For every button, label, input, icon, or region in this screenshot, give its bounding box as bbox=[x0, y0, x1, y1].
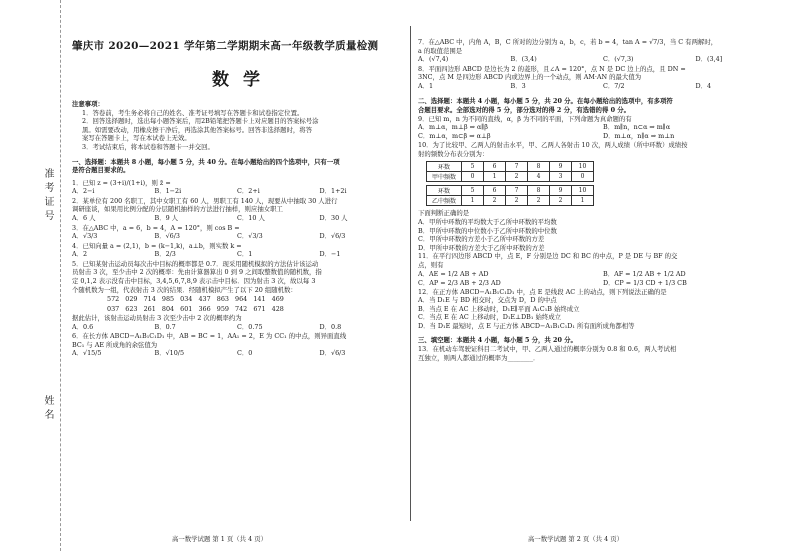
section-2-heading-cont: 合题目要求。全部选对的得 5 分，部分选对的得 2 分，有选错的得 0 分。 bbox=[418, 105, 631, 114]
notice-line: 黑。如需要改动，用橡皮擦干净后，再选涂其他答案标号。回答非选择题时，将答 bbox=[82, 125, 313, 134]
options bbox=[72, 349, 402, 359]
question-ask: 下面判断正确的是 bbox=[418, 209, 470, 218]
option-b: B．√6/3 bbox=[154, 232, 180, 241]
random-numbers-row: 572 029 714 985 034 437 863 964 141 469 bbox=[107, 295, 284, 304]
option-a: A．当 D₁E 与 BD 相交时，交点为 D，D 的中点 bbox=[418, 296, 557, 305]
question-stem: 12．在正方体 ABCD−A₁B₁C₁D₁ 中，点 E 是线段 AC 上的动点，则下列说法正确的是 bbox=[418, 287, 667, 296]
table-cell: 1 bbox=[484, 172, 506, 182]
options bbox=[72, 323, 402, 333]
table-cell: 2 bbox=[528, 196, 550, 206]
option-a: A．m⊥α，m⊥β ⇒ α∥β bbox=[418, 123, 488, 132]
binding-margin bbox=[0, 0, 72, 551]
option-a: A．1 bbox=[418, 81, 434, 90]
option-a: A．(√7,4) bbox=[418, 55, 449, 64]
section-1-heading-cont: 是符合题目要求的。 bbox=[72, 166, 130, 175]
options bbox=[72, 250, 402, 260]
notice-line: 案写在答题卡上，写在本试卷上无效。 bbox=[82, 134, 191, 143]
frequency-table-yi bbox=[426, 185, 594, 206]
question-stem-cont: 个随机数为一组，代表射击 3 次的结果．经随机模拟产生了以下 20 组随机数： bbox=[72, 285, 297, 294]
question-12 bbox=[418, 288, 788, 331]
table-cell: 环数 bbox=[427, 186, 462, 196]
column-divider bbox=[410, 26, 411, 521]
question-stem: 1．已知 z = (3+i)/(1+i)，则 z̄ = bbox=[72, 178, 171, 187]
question-9 bbox=[418, 115, 788, 142]
option-c: C．7/2 bbox=[603, 81, 625, 90]
options bbox=[418, 55, 788, 65]
question-tail: 据此估计，该射击运动员射击 3 次至少击中 2 次的概率约为 bbox=[72, 314, 242, 323]
question-stem-cont: BC₁ 与 AE 所成角的余弦值为 bbox=[72, 340, 158, 349]
option-d: D．√6/3 bbox=[319, 349, 346, 358]
option-d: D．1+2i bbox=[319, 187, 347, 196]
question-stem-cont: 互独立，则两人都通过的概率为________． bbox=[418, 353, 540, 362]
question-stem-cont: 3NC，点 M 是四边形 ABCD 内或边界上的一个动点，则 AM·AN 的最大值为 bbox=[418, 73, 642, 82]
random-numbers-row: 037 623 261 804 601 366 959 742 671 428 bbox=[107, 305, 284, 314]
question-stem: 9．已知 m，n 为不同的直线，α，β 为不同的平面，下列命题为真命题的有 bbox=[418, 114, 632, 123]
option-c: C．当点 E 在 AC 上移动时，D₁E⊥DB₁ 始终成立 bbox=[418, 313, 562, 322]
option-b: B．9 人 bbox=[154, 214, 179, 223]
option-d: D．−1 bbox=[319, 250, 341, 259]
question-stem-cont: 射的频数分布表分别为： bbox=[418, 149, 489, 158]
table-cell: 1 bbox=[462, 196, 484, 206]
question-11 bbox=[418, 252, 788, 287]
option-a: A．2 bbox=[72, 250, 88, 259]
question-2 bbox=[72, 197, 402, 224]
option-a: A．√3/3 bbox=[72, 232, 98, 241]
question-stem: 10．为了比较甲、乙两人的射击水平，甲、乙两人各射击 10 次，两人成绩（所中环数）成绩按 bbox=[418, 141, 688, 150]
question-stem: 3．在△ABC 中，a = 6，b = 4，A = 120°，则 cos B = bbox=[72, 223, 240, 232]
table-cell: 10 bbox=[572, 186, 594, 196]
question-4 bbox=[72, 242, 402, 260]
question-stem-cont: 员射击 3 次，至少击中 2 次的概率：先由计算器算出 0 到 9 之间取整数值的随机数，指 bbox=[72, 268, 322, 277]
table-cell: 环数 bbox=[427, 162, 462, 172]
question-8 bbox=[418, 65, 788, 92]
question-3 bbox=[72, 224, 402, 242]
question-stem-cont: 点，则有 bbox=[418, 260, 444, 269]
option-b: B．m∥n，n⊂α ⇒ m∥α bbox=[603, 123, 671, 132]
question-stem: 13．在机动车驾驶证科目二考试中，甲、乙两人通过的概率分别为 0.8 和 0.6，两人考试相 bbox=[418, 345, 677, 354]
option-d: D．m⊥α，n∥α ⇒ m⊥n bbox=[603, 132, 675, 141]
table-cell: 2 bbox=[484, 196, 506, 206]
name-label: 姓名 bbox=[42, 395, 53, 423]
table-cell: 4 bbox=[528, 172, 550, 182]
table-cell: 2 bbox=[506, 196, 528, 206]
question-stem: 2．某单位有 200 名职工，其中女职工有 60 人，男职工有 140 人，现要从中抽取 30 人进行 bbox=[72, 196, 338, 205]
notice-line: 3．考试结束后，将本试卷和答题卡一并交回。 bbox=[82, 142, 214, 151]
question-7 bbox=[418, 38, 788, 65]
page-footer: 高一数学试题 第 1 页（共 4 页） bbox=[172, 535, 267, 543]
table-cell: 2 bbox=[550, 196, 572, 206]
ticket-number-label: 准考证号 bbox=[42, 168, 53, 224]
table-cell: 0 bbox=[572, 172, 594, 182]
cut-line bbox=[60, 0, 61, 551]
question-stem: 7．在△ABC 中，内角 A，B，C 所对的边分别为 a，b，c，若 b = 4，tan A = √7/3，当 C 有两解时， bbox=[418, 38, 718, 46]
option-c: C．1 bbox=[237, 250, 253, 259]
option-b: B．甲所中环数的中位数小于乙所中环数的中位数 bbox=[418, 226, 557, 235]
option-a: A．6 人 bbox=[72, 214, 96, 223]
question-stem: 8．平面四边形 ABCD 是边长为 2 的菱形，且∠A = 120°，点 N 是 DC 边上的点，且 DN = bbox=[418, 64, 686, 73]
table-cell: 甲中频数 bbox=[427, 172, 462, 182]
notice-heading: 注意事项： bbox=[72, 100, 104, 108]
table-cell: 3 bbox=[550, 172, 572, 182]
notice-line: 2．回答选择题时，选出每小题答案后，用2B铅笔把答题卡上对应题目的答案标号涂 bbox=[82, 117, 319, 126]
option-c: C．甲所中环数的方差小于乙所中环数的方差 bbox=[418, 235, 545, 244]
question-stem: 11．在平行四边形 ABCD 中，点 E，F 分别是边 DC 和 BC 的中点，P 是 DE 与 BF 的交 bbox=[418, 252, 678, 261]
option-c: C．√3/3 bbox=[237, 232, 263, 241]
table-cell: 7 bbox=[506, 186, 528, 196]
option-b: B．√10/5 bbox=[154, 349, 185, 358]
option-b: B．1−2i bbox=[154, 187, 182, 196]
option-a: A．2−i bbox=[72, 187, 95, 196]
option-b: B．(3,4) bbox=[510, 55, 537, 64]
question-10 bbox=[418, 141, 788, 252]
options bbox=[72, 187, 402, 197]
table-cell: 1 bbox=[572, 196, 594, 206]
exam-title: 肇庆市 2020—2021 学年第二学期期末高一年级教学质量检测 bbox=[72, 40, 379, 52]
section-3-heading: 三、填空题：本题共 4 小题，每小题 5 分，共 20 分。 bbox=[418, 336, 577, 345]
option-a: A．√15/5 bbox=[72, 349, 102, 358]
table-cell: 乙中频数 bbox=[427, 196, 462, 206]
question-stem: 4．已知向量 a = (2,1)，b = (k−1,k)，a⊥b，则实数 k = bbox=[72, 241, 242, 250]
exam-page-2 bbox=[418, 0, 788, 551]
option-a: A．AE = 1/2 AB + AD bbox=[418, 269, 489, 278]
exam-page-1 bbox=[72, 0, 402, 551]
table-cell: 9 bbox=[550, 162, 572, 172]
option-c: C．(√7,3) bbox=[603, 55, 634, 64]
question-stem-cont: 定 0,1,2 表示没有击中目标，3,4,5,6,7,8,9 表示击中目标．因为射击 3 次，故以每 3 bbox=[72, 276, 316, 285]
table-header-row bbox=[427, 162, 594, 172]
option-d: D．当 D₁E 最短时，点 E 与正方体 ABCD−A₁B₁C₁D₁ 所有面所成角都相等 bbox=[418, 321, 635, 330]
table-cell: 8 bbox=[528, 186, 550, 196]
option-b: B．当点 E 在 AC 上移动时，D₁E∥平面 A₁C₁B 始终成立 bbox=[418, 304, 580, 313]
option-b: B．2/3 bbox=[154, 250, 176, 259]
frequency-table-jia bbox=[426, 161, 594, 182]
section-1-heading: 一、选择题：本题共 8 小题，每小题 5 分，共 40 分。在每小题给出的四个选项中，只有一项 bbox=[72, 157, 340, 166]
table-cell: 6 bbox=[484, 162, 506, 172]
table-header-row bbox=[427, 186, 594, 196]
page-footer: 高一数学试题 第 2 页（共 4 页） bbox=[528, 535, 623, 543]
option-c: C．AP = 2/3 AB + 2/3 AD bbox=[418, 278, 501, 287]
notice-line: 1．答卷前，考生务必将自己的姓名、准考证号填写在答题卡和试卷指定位置。 bbox=[82, 108, 304, 117]
options bbox=[72, 232, 402, 242]
option-c: C．0 bbox=[237, 349, 253, 358]
options bbox=[418, 270, 788, 288]
table-cell: 10 bbox=[572, 162, 594, 172]
section-2-heading: 二、选择题：本题共 4 小题，每小题 5 分，共 20 分。在每小题给出的选项中，有多项符 bbox=[418, 97, 673, 106]
option-a: A．甲所中环数的平均数大于乙所中环数的平均数 bbox=[418, 217, 557, 226]
option-d: D．√6/3 bbox=[319, 232, 346, 241]
option-b: B．AF = 1/2 AB + 1/2 AD bbox=[603, 269, 686, 278]
table-cell: 8 bbox=[528, 162, 550, 172]
option-c: C．10 人 bbox=[237, 214, 265, 223]
options bbox=[72, 214, 402, 224]
question-13 bbox=[418, 345, 788, 362]
option-c: C．m⊥α，m⊂β ⇒ α⊥β bbox=[418, 132, 491, 141]
table-cell: 9 bbox=[550, 186, 572, 196]
question-6 bbox=[72, 332, 402, 359]
table-cell: 2 bbox=[506, 172, 528, 182]
table-cell: 5 bbox=[462, 186, 484, 196]
option-d: D．甲所中环数的方差大于乙所中环数的方差 bbox=[418, 243, 545, 252]
option-d: D．30 人 bbox=[319, 214, 348, 223]
option-b: B．0.7 bbox=[154, 322, 176, 331]
table-cell: 5 bbox=[462, 162, 484, 172]
question-stem: 6．在长方体 ABCD−A₁B₁C₁D₁ 中，AB = BC = 1，AA₁ = 2，E 为 CC₁ 的中点，则异面直线 bbox=[72, 332, 347, 341]
option-c: C．0.75 bbox=[237, 322, 263, 331]
option-d: D．(3,4] bbox=[695, 55, 723, 64]
options bbox=[418, 82, 788, 92]
option-c: C．2+i bbox=[237, 187, 260, 196]
question-1 bbox=[72, 179, 402, 197]
question-stem-cont: 调研座谈，如果用比例分配的分层随机抽样的方法进行抽样，则应抽女职工 bbox=[72, 205, 283, 214]
table-row bbox=[427, 196, 594, 206]
question-stem: 5．已知某射击运动员每次击中目标的概率都是 0.7．现采用随机模拟的方法估计该运动 bbox=[72, 259, 319, 268]
table-cell: 7 bbox=[506, 162, 528, 172]
question-5 bbox=[72, 260, 402, 332]
option-a: A．0.6 bbox=[72, 322, 94, 331]
table-cell: 0 bbox=[462, 172, 484, 182]
table-cell: 6 bbox=[484, 186, 506, 196]
option-d: D．CP = 1/3 CD + 1/3 CB bbox=[603, 278, 687, 287]
option-d: D．0.8 bbox=[319, 322, 342, 331]
option-d: D．4 bbox=[695, 81, 712, 90]
option-b: B．3 bbox=[510, 81, 526, 90]
subject-title: 数学 bbox=[212, 70, 274, 90]
options bbox=[418, 123, 788, 141]
question-stem-cont: a 的取值范围是 bbox=[418, 46, 463, 55]
table-row bbox=[427, 172, 594, 182]
